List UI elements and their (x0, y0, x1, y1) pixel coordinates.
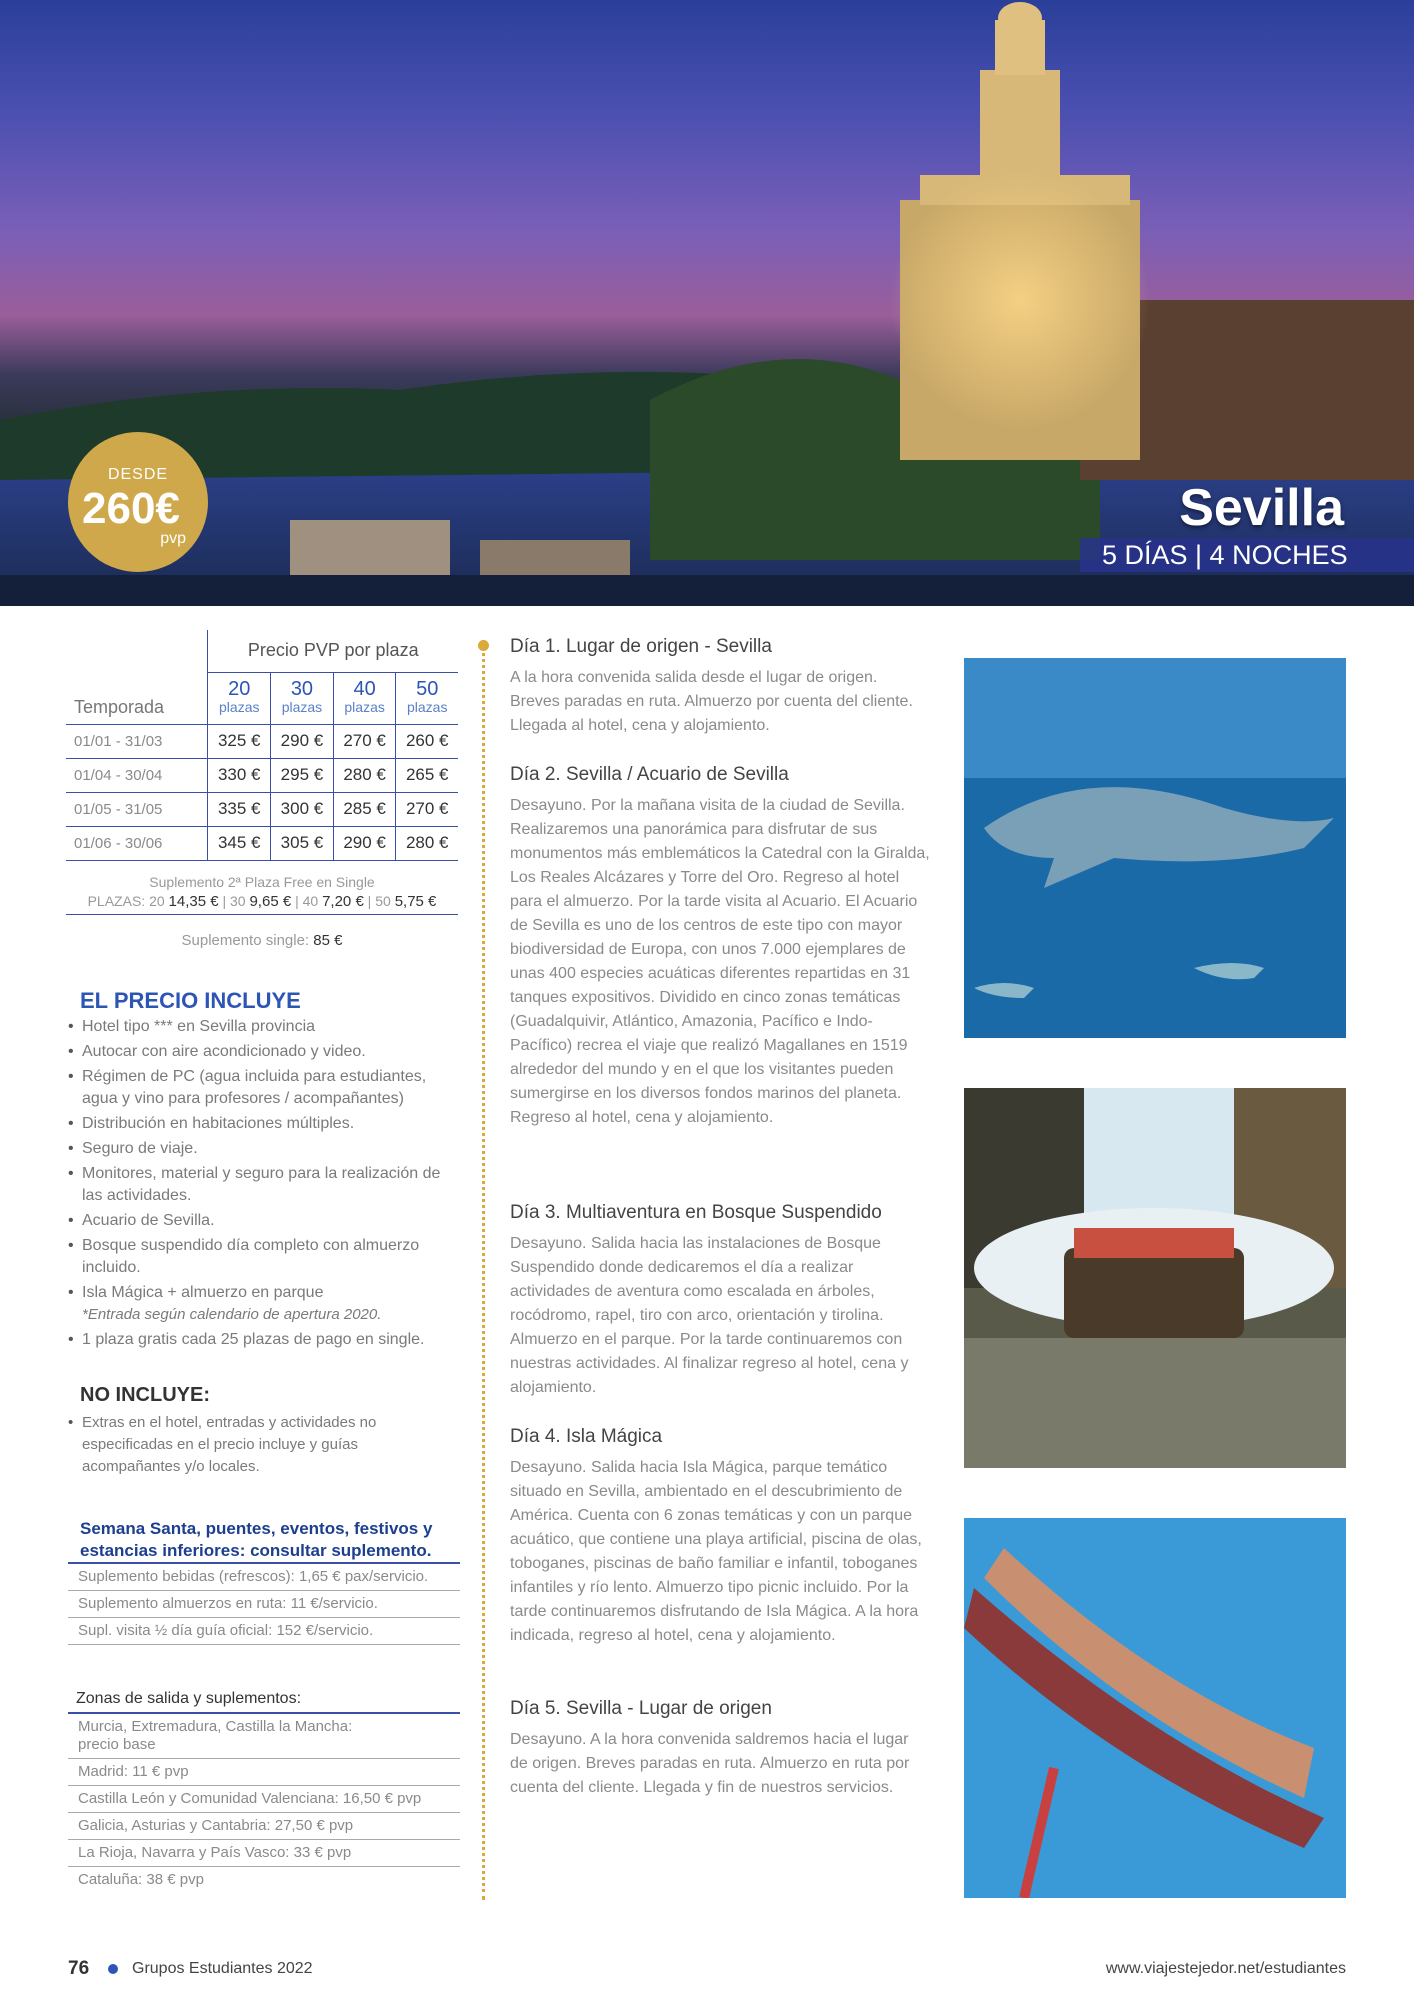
day-title: Día 2. Sevilla / Acuario de Sevilla (510, 764, 789, 785)
includes-list (68, 1016, 460, 1354)
price-badge (68, 432, 208, 572)
day-text: Desayuno. Salida hacia las instalaciones de Bosque Suspendido donde dedicaremos el día a realizar actividades de aventura como escalada en árboles, rocódromo, rapel, tiro con arco, orientación y tirolina. Almuerzo en el parque. Por la tarde continuaremos con nuestras actividades. Al finalizar regreso al hotel, cena y alojamiento. (510, 1235, 909, 1396)
list-item: • Isla Mágica + almuerzo en parque *Entrada según calendario de apertura 2020. (68, 1282, 460, 1326)
destination-title: Sevilla (1179, 479, 1344, 537)
day-title: Día 5. Sevilla - Lugar de origen (510, 1698, 772, 1719)
col-header: 50 plazas (396, 672, 458, 724)
list-item: • Extras en el hotel, entradas y actividades no especificadas en el precio incluye y guías acompañantes y/o locales. (68, 1412, 460, 1478)
extras-list (68, 1562, 460, 1645)
roller-coaster-photo (964, 1518, 1346, 1898)
itinerary-day (510, 1698, 930, 1800)
day-text: Desayuno. A la hora convenida saldremos hacia el lugar de origen. Breves paradas en ruta. Almuerzo en ruta por cuenta del cliente. Llegada y fin de nuestros servicios. (510, 1731, 910, 1796)
list-item: Suplemento bebidas (refrescos): 1,65 € pax/servicio. (68, 1564, 460, 1591)
free-supplement-values: PLAZAS: 20 14,35 € | 30 9,65 € | 40 7,20 € | 50 5,75 € (66, 893, 458, 915)
list-item: • Seguro de viaje. (68, 1138, 460, 1160)
page-number: 76 (68, 1958, 90, 1979)
list-item: Murcia, Extremadura, Castilla la Mancha: precio base (68, 1714, 460, 1759)
table-row: 01/04 - 30/04 330 € 295 € 280 € 265 € (66, 758, 458, 792)
season-label: Temporada (66, 672, 208, 724)
badge-from: DESDE (107, 466, 169, 483)
list-item: Galicia, Asturias y Cantabria: 27,50 € pvp (68, 1813, 460, 1840)
list-item: Castilla León y Comunidad Valenciana: 16,50 € pvp (68, 1786, 460, 1813)
day-title: Día 3. Multiaventura en Bosque Suspendido (510, 1202, 882, 1223)
table-row: 01/01 - 31/03 325 € 290 € 270 € 260 € (66, 724, 458, 758)
list-item: • 1 plaza gratis cada 25 plazas de pago en single. (68, 1329, 460, 1351)
dotted-divider (482, 640, 485, 1900)
includes-note: *Entrada según calendario de apertura 2020. (82, 1306, 382, 1323)
col-header: 20 plazas (208, 672, 271, 724)
list-item: • Bosque suspendido día completo con almuerzo incluido. (68, 1235, 460, 1279)
price-table (66, 630, 458, 861)
col-header: 40 plazas (333, 672, 396, 724)
badge-pvp: pvp (160, 530, 186, 547)
single-supplement: Suplemento single: 85 € (181, 932, 343, 949)
list-item: • Monitores, material y seguro para la realización de las actividades. (68, 1163, 460, 1207)
duration-banner: 5 DÍAS | 4 NOCHES (1080, 538, 1414, 572)
itinerary-day (510, 1426, 930, 1648)
aquarium-photo (964, 658, 1346, 1038)
footer-dot (108, 1964, 118, 1974)
list-item: Cataluña: 38 € pvp (78, 1871, 204, 1888)
includes-title: EL PRECIO INCLUYE (80, 988, 301, 1013)
list-item: • Acuario de Sevilla. (68, 1210, 460, 1232)
table-row: 01/06 - 30/06 345 € 305 € 290 € 280 € (66, 826, 458, 860)
list-item: Supl. visita ½ día guía oficial: 152 €/servicio. (68, 1618, 460, 1645)
list-item: • Distribución en habitaciones múltiples. (68, 1113, 460, 1135)
day-text: A la hora convenida salida desde el lugar de origen. Breves paradas en ruta. Almuerzo por cuenta del cliente. Llegada al hotel, cena y alojamiento. (510, 669, 913, 734)
itinerary-day (510, 764, 930, 1130)
col-header: 30 plazas (271, 672, 334, 724)
extras-title: Semana Santa, puentes, eventos, festivos y estancias inferiores: consultar suplemento. (80, 1519, 433, 1560)
itinerary-day (510, 1202, 930, 1400)
list-item: • Hotel tipo *** en Sevilla provincia (68, 1016, 460, 1038)
list-item: Suplemento almuerzos en ruta: 11 €/servicio. (68, 1591, 460, 1618)
free-supplement-title: Suplemento 2ª Plaza Free en Single (149, 874, 375, 890)
day-text: Desayuno. Salida hacia Isla Mágica, parque temático situado en Sevilla, ambientado en el descubrimiento de América. Cuenta con 6 zonas temáticas y con un parque acuático, que contiene una playa artificial, piscina de olas, toboganes, piscinas de baño familiar e infantil, toboganes infantiles y río lento. Almuerzo tipo picnic incluido. Por la tarde continuaremos disfrutando de Isla Mágica. A la hora indicada, regreso al hotel, cena y alojamiento. (510, 1459, 922, 1644)
footer-url[interactable]: www.viajestejedor.net/estudiantes (1105, 1960, 1346, 1977)
list-item: • Régimen de PC (agua incluida para estudiantes, agua y vino para profesores / acompañantes) (68, 1066, 460, 1110)
footer-title: Grupos Estudiantes 2022 (132, 1960, 313, 1977)
water-ride-photo (964, 1088, 1346, 1468)
day-title: Día 4. Isla Mágica (510, 1426, 663, 1447)
day-title: Día 1. Lugar de origen - Sevilla (510, 636, 772, 657)
list-item: • Autocar con aire acondicionado y video. (68, 1041, 460, 1063)
not-included-title: NO INCLUYE: (80, 1384, 210, 1406)
itinerary-day (510, 636, 930, 738)
day-text: Desayuno. Por la mañana visita de la ciudad de Sevilla. Realizaremos una panorámica para disfrutar de sus monumentos más emblemáticos la Catedral con la Giralda, Los Reales Alcázares y Torre del Oro. Regreso al hotel para el almuerzo. Por la tarde visita al Acuario. El Acuario de Sevilla es uno de los centros de este tipo con mayor biodiversidad de Europa, con unos 7.000 ejemplares de unas 400 especies acuáticas diferentes repartidas en 31 tanques expositivos. Dividido en cinco zonas temáticas (Guadalquivir, Atlántico, Amazonia, Pacífico e Indo-Pacífico) recrea el viaje que realizó Magallanes en 1519 alrededor del mundo y en el que los visitantes pueden sumergirse en los diversos fondos marinos del planeta. Regreso al hotel, cena y alojamiento. (510, 797, 930, 1126)
zones-list (68, 1712, 460, 1893)
list-item: La Rioja, Navarra y País Vasco: 33 € pvp (68, 1840, 460, 1867)
zones-title: Zonas de salida y suplementos: (76, 1690, 302, 1707)
price-table-header: Precio PVP por plaza (208, 630, 458, 672)
badge-price: 260€ (82, 484, 180, 533)
not-included-list (68, 1412, 460, 1481)
list-item: Madrid: 11 € pvp (68, 1759, 460, 1786)
hero-image (0, 0, 1414, 606)
table-row: 01/05 - 31/05 335 € 300 € 285 € 270 € (66, 792, 458, 826)
